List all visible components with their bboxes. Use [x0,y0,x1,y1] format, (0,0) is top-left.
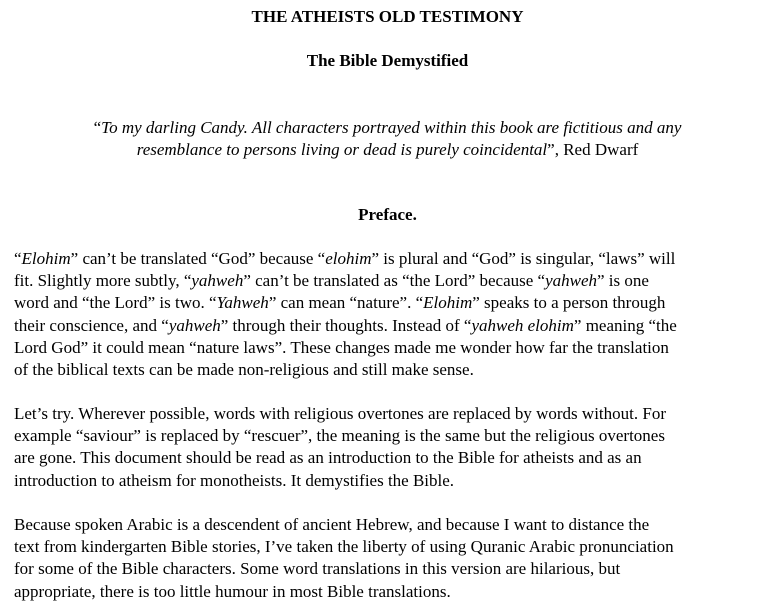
dedication-line [0,139,775,161]
text-line: text from kindergarten Bible stories, I’ve taken the liberty of using Quranic Arabic pronunciation [14,537,674,557]
document-title: THE ATHEISTS OLD TESTIMONY [251,7,524,26]
text-line [14,270,769,292]
text-run: ” is one [597,271,649,291]
dedication-quote [0,117,775,161]
quote-mark: “ [93,118,102,137]
text-run: word and “the Lord” is two. “ [14,293,217,313]
text-run: ” can’t be translated “God” because “ [70,249,326,268]
text-run: fit. Slightly more subtly, “ [14,271,192,291]
text-run: ” meaning “the [573,315,677,335]
text-run: ” can’t be translated as “the Lord” because “ [243,271,546,291]
text-line: Because spoken Arabic is a descendent of ancient Hebrew, and because I want to distance the [14,515,650,534]
italic-term: Elohim [423,293,473,313]
text-run: “ [14,249,22,268]
italic-term: Elohim [21,249,71,268]
preface-paragraph-1 [14,248,769,381]
text-line: for some of the Bible characters. Some word translations in this version are hilarious, but [14,559,621,579]
italic-term: elohim [325,249,372,268]
italic-term: yahweh [191,271,244,291]
dedication-attribution: ”, Red Dwarf [547,140,639,159]
italic-term: Yahweh [216,293,269,313]
text-line: Let’s try. Wherever possible, words with religious overtones are replaced by words without. For [14,404,666,423]
text-line: of the biblical texts can be made non-religious and still make sense. [14,360,474,380]
text-line [14,292,769,314]
document-subtitle: The Bible Demystified [306,51,469,70]
text-line: Lord God” it could mean “nature laws”. These changes made me wonder how far the translation [14,337,669,357]
text-run: their conscience, and “ [14,315,169,335]
text-run: ” can mean “nature”. “ [268,293,424,313]
italic-term: yahweh [168,315,221,335]
preface-heading: Preface. [358,205,417,224]
dedication-text-italic: resemblance to persons living or dead is purely coincidental [136,140,548,159]
italic-term: yahweh elohim [471,315,574,335]
text-line: example “saviour” is replaced by “rescuer”, the meaning is the same but the religious overtones [14,426,665,446]
preface-paragraph-2 [14,403,769,492]
text-line: introduction to atheism for monotheists. It demystifies the Bible. [14,470,455,490]
text-run: ” is plural and “God” is singular, “laws” will [371,249,676,268]
dedication-line [0,117,775,139]
dedication-text-italic: To my darling Candy. All characters portrayed within this book are fictitious and any [101,118,682,137]
italic-term: yahweh [545,271,598,291]
text-run: ” through their thoughts. Instead of “ [220,315,472,335]
text-line [14,248,769,270]
preface-paragraph-3 [14,514,769,603]
text-run: ” speaks to a person through [472,293,666,313]
text-line: are gone. This document should be read as an introduction to the Bible for atheists and as an [14,448,642,468]
text-line: appropriate, there is too little humour in most Bible translations. [14,581,451,601]
text-line [14,315,769,337]
